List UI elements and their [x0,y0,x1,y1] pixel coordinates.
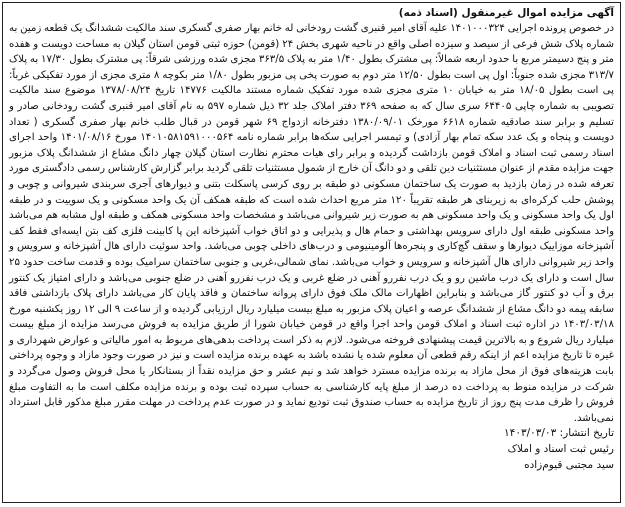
notice-footer [9,426,614,473]
auction-notice [2,2,621,503]
signatory-office: رئیس ثبت اسناد و املاک [507,443,614,456]
publication-date: تاریخ انتشار: ۱۴۰۳/۰۳/۰۳ [504,427,614,440]
notice-body-text: در خصوص پرونده اجرایی ۱۴۰۱۰۰۰۳۲۴ علیه آقای امیر قنبری گشت رودخانی له خانم بهار صفری گسکری سند مالکیت ششدانگ یک قطعه زمین به شماره پلاک شش فرعی از سیصد و سیزده اصلی واقع در ناحیه شهری بخش ۲۴ (قومن) حوزه ثبتی قومن استان گیلان به مساحت دویست و هفده متر و پنج دسیمتر مربع با حدود اربعه شمالاً: پی مشترک بطول ۱/۴۰ متر به پلاک ۳۶۳/۵ مجزی شده ورزشی شرقاً: پی مشترک بطول ۱۷/۳۰ به پلاک ۳۱۳/۷ مجزی شده جنوباً: اول پی است بطول ۱۲/۵۰ متر دوم به صورت پخی پی مزبور بطول ۱/۸۰ متر بکوچه ۸ متری مجزی از مورد تفکیکی غرباً: پی است بطول ۱۸/۰۵ متر به خیابان ۱۰ متری مجزی شده مورد تفکیک شماره مستند مالکیت ۱۴۷۷۶ تاریخ ۱۳۷۸/۰۸/۲۴ موضوع سند مالکیت تصویبی به شماره چاپی ۶۴۴۰۵ سری سال که به صفحه ۳۶۹ دفتر املاک جلد ۳۲ ذیل شماره ۵۹۷ به نام آقای امیر قنبری گشت رودخانی صادر و تسلیم و برابر سند صادقیه شماره ۶۶۱۸ مورخک ۱۳۸۰/۰۹/۰۱ دفترخانه ازدواج ۶۹ شهر قومن در قبال طلب خانم بهار صفری گسکری ( تعداد دویست و پنجاه و یک عدد سکه تمام بهار آزادی) و تیمسر اجرایی سکه‌ها برابر شماره نامه ۱۴۰۱۰۵۸۱۵۹۱۰۰۰۵۶۴ مورخ ۱۴۰۱/۰۸/۱۶ واحد اجرای اسناد رسمی ثبت اسناد و املاک قومن بازداشت گردیده و برابر رای هیات محترم نظارت استان گیلان چهار دانگ مشاع از ششدانگ پلاک مزبور جهت مزایده مقدم از عنوان مستثنیات دین تلقی و دو دانگ آن خارج از شمول مستثنیات تلقی گردید برابر گزارش کارشناس رسمی دادگستری مورد تعرفه شده در زمان بازدید به صورت یک ساختمان مسکونی دو طبقه بر روی کرسی پاسکلت بتنی و دیوارهای آجری سربندی شیروانی و چوبی و پوشش حلب کرکره‌ای به زیربنای هر طبقه تقریباً ۱۲۰ متر مربع احداث شده است که طبقه همکف آن یک واحد مسکونی و یک سوییت و در طبقه اول یک واحد مسکونی و یک واحد مسکونی هم به صورت زیر شیروانی می‌باشد و مشخصات واحد مسکونی همکف و طبقه اول مشابه هم می‌باشد واحد مسکونی طبقه اول دارای سرویس بهداشتی و حمام هال و پذیرایی و دو اتاق خواب آشپزخانه این پا کابینت فلزی کف بتن ایسه‌ای فقط کف آشپزخانه موزاییک دیوارها و سقف گچ‌کاری و پنجره‌ها آلومینیومی و درب‌های داخلی چوبی می‌باشد. واحد سوئیت دارای هال آشپزخانه و سرویس و واحد زیر شیروانی دارای هال آشپزخانه و سرویس و خواب می‌باشد. نمای شمالی،غربی و جنوبی ساختمان سرامیک بوده و قدمت ساخت حدود ۲۵ سال است و دارای یک درب ماشین رو و یک درب نفررو آهنی در ضلع غربی و یک درب نفررو آهنی در ضلع جنوبی می‌باشد و دارای امتیاز یک کنتور برق و آب دو کنتور گاز می‌باشد و بنابراین اظهارات مالک ملک فوق دارای پروانه ساختمان و فاقد پایان کار می‌باشد دارای پلاک بازداشتی فاقد سابقه پیمه دو دانگ مشاع از ششدانگ عرصه و اعیان پلاک مزبور به مبلغ بیست میلیارد ریال ارزیابی گردیده و از ساعت ۹ الی ۱۲ روز یکشنبه مورخ ۱۴۰۳/۰۳/۱۸ در اداره ثبت اسناد و املاک قومن واحد اجرا واقع در قومن خیابان شورا از طریق مزایده به فروش می‌رسد مزایده از مبلغ بیست میلیارد ریال شروع و به بالاترین قیمت پیشنهادی فروخته می‌شود. لازم به ذکر است پرداخت بدهی‌های مربوط به امور مالیاتی و عوارض شهرداری و غیره تا تاریخ مزایده اعم از اینکه رقم قطعی آن معلوم شده یا نشده باشد به عهده برنده مزایده است و نیز در صورت وجود مازاد و وجوه پرداختی بابت هزینه‌های فوق از محل مازاد به برنده مزایده مسترد خواهد شد و نیم عشر و حق مزایده نقداً از بستانکار یا محل فروش وصول می‌گردد و شرکت در مزایده منوط به پرداخت ده درصد از مبلغ پایه کارشناسی به حساب سپرده ثبت بوده و برنده مزایده مکلف است ما به التفاوت مبلغ فروش را ظرف مدت پنج روز از تاریخ مزایده به حساب صندوق ثبت تودیع نماید و در صورت عدم پرداخت در مهلت مقرر مبلغ مذکور قابل استرداد نمی‌باشد. [9,23,614,424]
notice-title: آگهی مزایده اموال غیرمنقول (اسناد ذمه) [398,7,614,19]
signatory-name: سید مجتبی قیوم‌زاده [524,459,614,472]
